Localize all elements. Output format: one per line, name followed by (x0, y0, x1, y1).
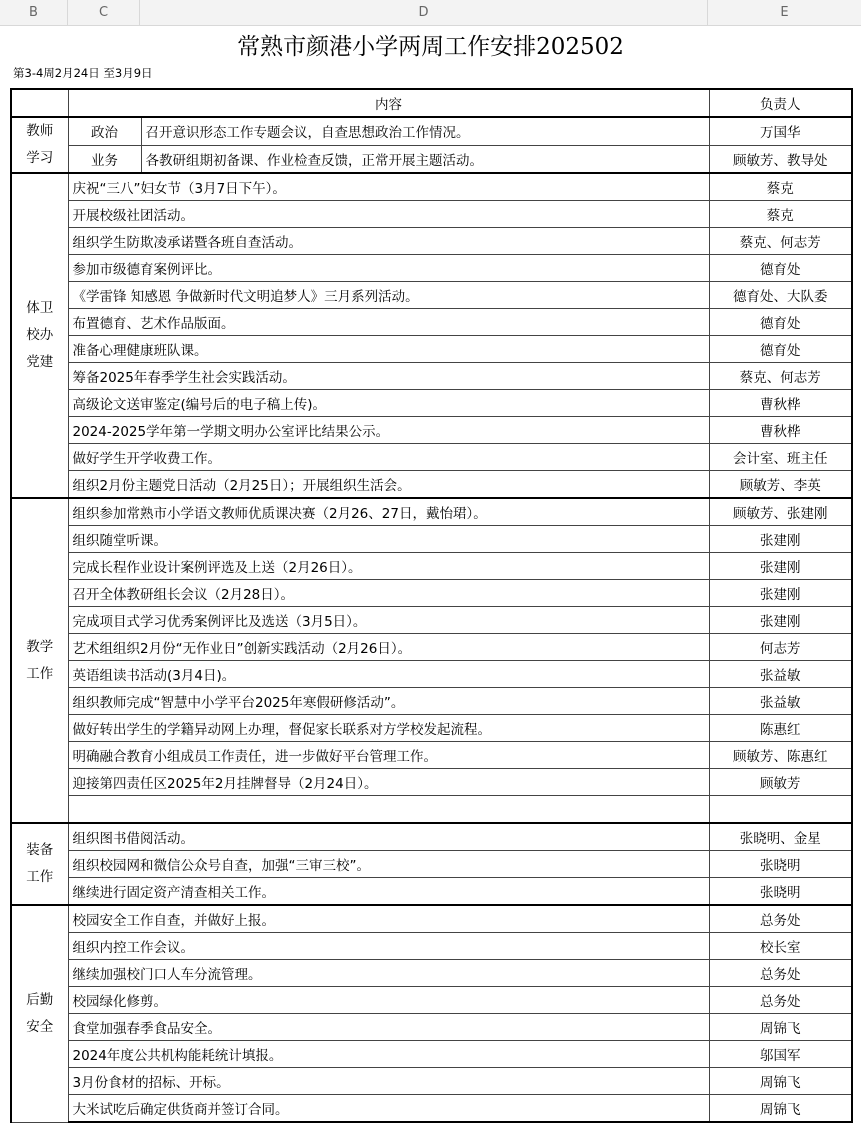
task-cell[interactable]: 组织内控工作会议。 (68, 933, 709, 960)
person-cell[interactable]: 顾敏芳、陈惠红 (709, 742, 852, 769)
column-header-d[interactable]: D (140, 0, 708, 25)
task-cell[interactable]: 继续加强校门口人车分流管理。 (68, 960, 709, 987)
column-header-bar (0, 0, 861, 26)
table-row (11, 878, 852, 906)
task-cell[interactable]: 准备心理健康班队课。 (68, 336, 709, 363)
table-row (11, 688, 852, 715)
table-row (11, 933, 852, 960)
person-cell[interactable]: 张建刚 (709, 553, 852, 580)
task-cell[interactable]: 迎接第四责任区2025年2月挂牌督导（2月24日）。 (68, 769, 709, 796)
table-row (11, 282, 852, 309)
table-row (11, 173, 852, 201)
table-row (11, 823, 852, 851)
task-cell[interactable]: 召开意识形态工作专题会议，自查思想政治工作情况。 (141, 117, 709, 145)
table-row (11, 1095, 852, 1123)
task-cell[interactable]: 继续进行固定资产清查相关工作。 (68, 878, 709, 906)
date-range: 第3-4周2月24日 至3月9日 (13, 66, 153, 80)
person-cell[interactable]: 张建刚 (709, 607, 852, 634)
person-cell[interactable]: 蔡克 (709, 201, 852, 228)
task-cell[interactable]: 《学雷锋 知感恩 争做新时代文明追梦人》三月系列活动。 (68, 282, 709, 309)
table-row (11, 336, 852, 363)
table-row (11, 1068, 852, 1095)
sub-category[interactable]: 业务 (68, 145, 141, 173)
person-cell[interactable]: 校长室 (709, 933, 852, 960)
section-label[interactable]: 装备 工作 (11, 823, 68, 905)
table-row (11, 634, 852, 661)
page-title: 常熟市颜港小学两周工作安排202502 (237, 34, 624, 60)
table-row (11, 145, 852, 173)
task-cell[interactable]: 开展校级社团活动。 (68, 201, 709, 228)
person-cell[interactable]: 顾敏芳、李英 (709, 471, 852, 499)
table-row (11, 526, 852, 553)
person-cell[interactable]: 顾敏芳、教导处 (709, 145, 852, 173)
task-cell[interactable]: 艺术组组织2月份“无作业日”创新实践活动（2月26日）。 (68, 634, 709, 661)
table-row (11, 228, 852, 255)
person-cell[interactable]: 周锦飞 (709, 1068, 852, 1095)
person-cell[interactable]: 张晓明 (709, 878, 852, 906)
table-row (11, 471, 852, 499)
table-row (11, 498, 852, 526)
person-cell[interactable]: 张益敏 (709, 661, 852, 688)
person-cell[interactable]: 万国华 (709, 117, 852, 145)
person-cell[interactable]: 张建刚 (709, 580, 852, 607)
person-cell[interactable]: 邬国军 (709, 1041, 852, 1068)
task-cell[interactable]: 3月份食材的招标、开标。 (68, 1068, 709, 1095)
person-cell[interactable]: 会计室、班主任 (709, 444, 852, 471)
person-cell[interactable]: 德育处、大队委 (709, 282, 852, 309)
person-cell[interactable]: 周锦飞 (709, 1095, 852, 1123)
task-cell[interactable]: 庆祝“三八”妇女节（3月7日下午）。 (68, 173, 709, 201)
task-cell[interactable]: 2024年度公共机构能耗统计填报。 (68, 1041, 709, 1068)
task-cell[interactable] (68, 796, 709, 824)
task-cell[interactable]: 食堂加强春季食品安全。 (68, 1014, 709, 1041)
person-cell[interactable]: 德育处 (709, 255, 852, 282)
person-cell[interactable]: 张晓明、金星 (709, 823, 852, 851)
person-cell[interactable]: 顾敏芳 (709, 769, 852, 796)
schedule-table (10, 88, 853, 1123)
task-cell[interactable]: 做好学生开学收费工作。 (68, 444, 709, 471)
person-cell[interactable]: 蔡克、何志芳 (709, 363, 852, 390)
table-row (11, 417, 852, 444)
table-row (11, 1041, 852, 1068)
table-row (11, 363, 852, 390)
task-cell[interactable]: 明确融合教育小组成员工作责任，进一步做好平台管理工作。 (68, 742, 709, 769)
column-header-b[interactable]: B (0, 0, 68, 25)
person-cell[interactable]: 周锦飞 (709, 1014, 852, 1041)
task-cell[interactable]: 组织随堂听课。 (68, 526, 709, 553)
person-cell[interactable]: 曹秋桦 (709, 417, 852, 444)
person-cell[interactable]: 顾敏芳、张建刚 (709, 498, 852, 526)
section-label[interactable]: 后勤 安全 (11, 905, 68, 1122)
section-label[interactable]: 体卫 校办 党建 (11, 173, 68, 498)
task-cell[interactable]: 高级论文送审鉴定(编号后的电子稿上传)。 (68, 390, 709, 417)
task-cell[interactable]: 组织教师完成“智慧中小学平台2025年寒假研修活动”。 (68, 688, 709, 715)
task-cell[interactable]: 完成长程作业设计案例评选及上送（2月26日）。 (68, 553, 709, 580)
header-row (11, 89, 852, 117)
person-header[interactable]: 负责人 (709, 89, 852, 117)
table-row (11, 715, 852, 742)
task-cell[interactable]: 校园绿化修剪。 (68, 987, 709, 1014)
table-row (11, 444, 852, 471)
table-row (11, 309, 852, 336)
task-cell[interactable]: 大米试吃后确定供货商并签订合同。 (68, 1095, 709, 1123)
task-cell[interactable]: 组织学生防欺凌承诺暨各班自查活动。 (68, 228, 709, 255)
table-row (11, 607, 852, 634)
task-cell[interactable]: 做好转出学生的学籍异动网上办理，督促家长联系对方学校发起流程。 (68, 715, 709, 742)
corner-cell[interactable] (11, 89, 68, 117)
person-cell[interactable] (709, 796, 852, 824)
task-cell[interactable]: 组织校园网和微信公众号自查，加强“三审三校”。 (68, 851, 709, 878)
table-row (11, 987, 852, 1014)
table-row (11, 851, 852, 878)
task-cell[interactable]: 2024-2025学年第一学期文明办公室评比结果公示。 (68, 417, 709, 444)
task-cell[interactable]: 组织图书借阅活动。 (68, 823, 709, 851)
table-row (11, 390, 852, 417)
person-cell[interactable]: 张建刚 (709, 526, 852, 553)
table-row (11, 255, 852, 282)
table-row (11, 553, 852, 580)
column-header-c[interactable]: C (68, 0, 140, 25)
person-cell[interactable]: 德育处 (709, 336, 852, 363)
person-cell[interactable]: 曹秋桦 (709, 390, 852, 417)
person-cell[interactable]: 张晓明 (709, 851, 852, 878)
table-row (11, 742, 852, 769)
table-row (11, 661, 852, 688)
task-cell[interactable]: 校园安全工作自查，并做好上报。 (68, 905, 709, 933)
table-row (11, 905, 852, 933)
person-cell[interactable]: 蔡克、何志芳 (709, 228, 852, 255)
person-cell[interactable]: 何志芳 (709, 634, 852, 661)
task-cell[interactable]: 完成项目式学习优秀案例评比及选送（3月5日）。 (68, 607, 709, 634)
table-row (11, 960, 852, 987)
task-cell[interactable]: 各教研组期初备课、作业检查反馈，正常开展主题活动。 (141, 145, 709, 173)
table-row (11, 580, 852, 607)
table-row (11, 769, 852, 796)
section-label[interactable]: 教师 学习 (11, 117, 68, 173)
section-label[interactable]: 教学 工作 (11, 498, 68, 823)
table-row (11, 117, 852, 145)
person-cell[interactable]: 总务处 (709, 960, 852, 987)
person-cell[interactable]: 陈惠红 (709, 715, 852, 742)
person-cell[interactable]: 蔡克 (709, 173, 852, 201)
table-row (11, 1014, 852, 1041)
column-header-e[interactable]: E (780, 5, 789, 20)
person-cell[interactable]: 总务处 (709, 905, 852, 933)
task-cell[interactable]: 筹备2025年春季学生社会实践活动。 (68, 363, 709, 390)
person-cell[interactable]: 德育处 (709, 309, 852, 336)
task-cell[interactable]: 参加市级德育案例评比。 (68, 255, 709, 282)
task-cell[interactable]: 英语组读书活动(3月4日)。 (68, 661, 709, 688)
person-cell[interactable]: 总务处 (709, 987, 852, 1014)
task-cell[interactable]: 布置德育、艺术作品版面。 (68, 309, 709, 336)
task-cell[interactable]: 组织2月份主题党日活动（2月25日）；开展组织生活会。 (68, 471, 709, 499)
person-cell[interactable]: 张益敏 (709, 688, 852, 715)
table-row (11, 796, 852, 824)
task-cell[interactable]: 召开全体教研组长会议（2月28日）。 (68, 580, 709, 607)
sub-category[interactable]: 政治 (68, 117, 141, 145)
content-header[interactable]: 内容 (68, 89, 709, 117)
task-cell[interactable]: 组织参加常熟市小学语文教师优质课决赛（2月26、27日，戴怡珺）。 (68, 498, 709, 526)
table-row (11, 201, 852, 228)
